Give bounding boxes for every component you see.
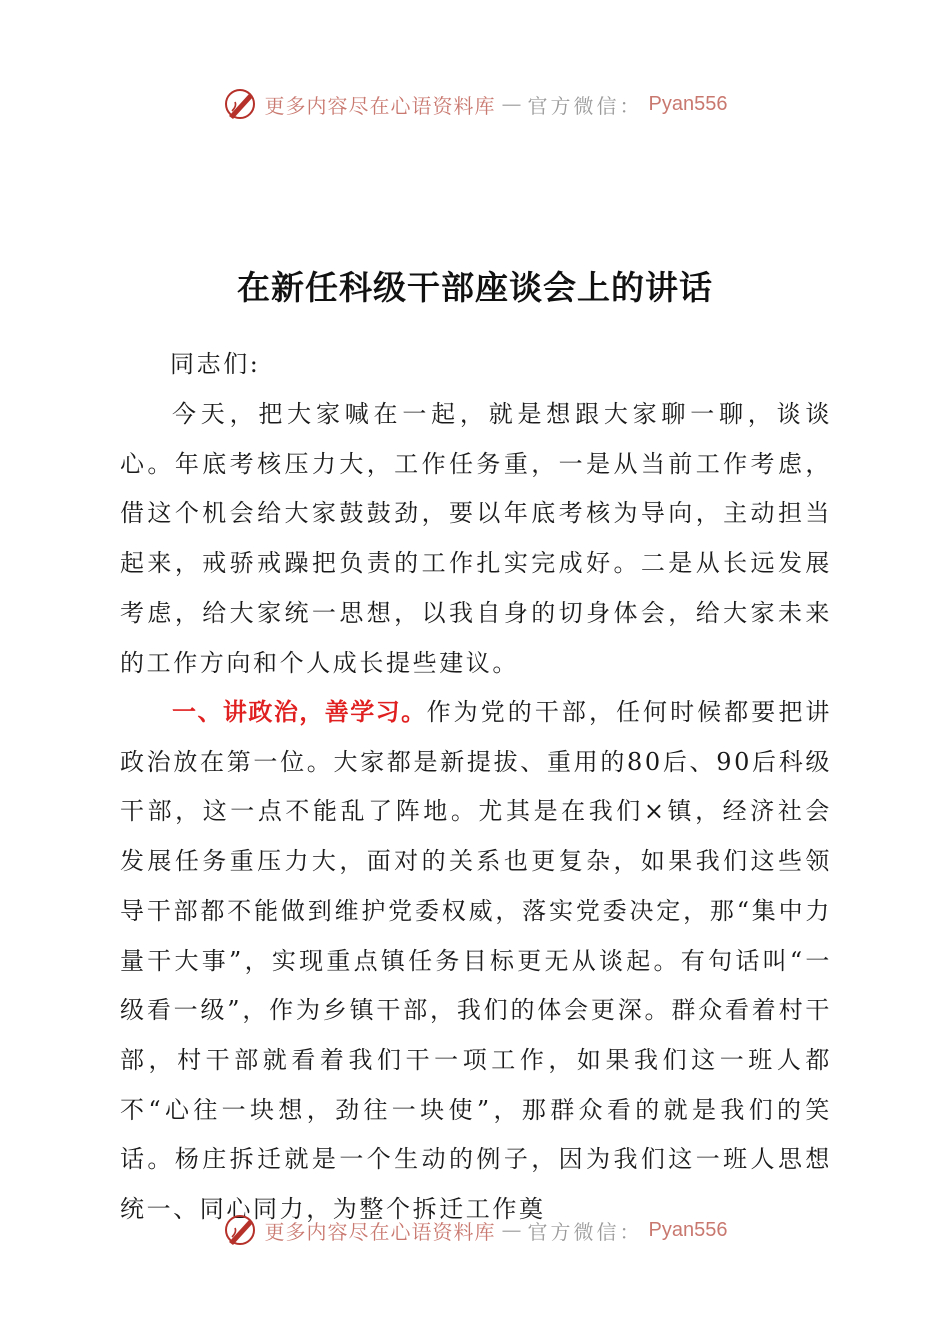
pen-logo-icon	[223, 1212, 259, 1248]
watermark-wechat-id: Pyan556	[648, 1218, 728, 1241]
document-title: 在新任科级干部座谈会上的讲话	[237, 268, 713, 307]
header-watermark	[0, 84, 950, 124]
section-1-body: 作为党的干部，任何时候都要把讲政治放在第一位。大家都是新提拔、重用的80后、90后科级干部，这一点不能乱了阵地。尤其是在我们×镇，经济社会发展任务重压力大，面对的关系也更复杂，如果我们这些领导干部都不能做到维护党委权威，落实党委决定，那“集中力量干大事”，实现重点镇任务目标更无从谈起。有句话叫“一级看一级”，作为乡镇干部，我们的体会更深。群众看着村干部，村干部就看着我们干一项工作，如果我们这一班人都不“心往一块想，劲往一块使”，那群众看的就是我们的笑话。杨庄拆迁就是一个生动的例子，因为我们这一班人思想统一、同心同力，为整个拆迁工作奠	[120, 698, 833, 1224]
paragraph-intro: 今天，把大家喊在一起，就是想跟大家聊一聊，谈谈心。年底考核压力大，工作任务重，一是从当前工作考虑，借这个机会给大家鼓鼓劲，要以年底考核为导向，主动担当起来，戒骄戒躁把负责的工作扎实完成好。二是从长远发展考虑，给大家统一思想，以我自身的切身体会，给大家未来的工作方向和个人成长提些建议。	[120, 400, 832, 677]
section-1-heading: 一、讲政治，善学习。	[172, 698, 427, 726]
watermark-dash: —	[501, 92, 522, 116]
footer-watermark	[0, 1210, 950, 1250]
salutation: 同志们:	[170, 350, 261, 378]
paragraph-section-1	[120, 688, 832, 1235]
watermark-brand: 更多内容尽在心语资料库	[264, 93, 496, 118]
watermark-wechat-id: Pyan556	[648, 92, 728, 115]
watermark-dash: —	[501, 1218, 522, 1242]
pen-logo-icon	[223, 86, 259, 122]
watermark-brand: 更多内容尽在心语资料库	[264, 1219, 496, 1244]
watermark-official-label: 官方微信：	[527, 93, 643, 118]
watermark-official-label: 官方微信：	[527, 1219, 643, 1244]
